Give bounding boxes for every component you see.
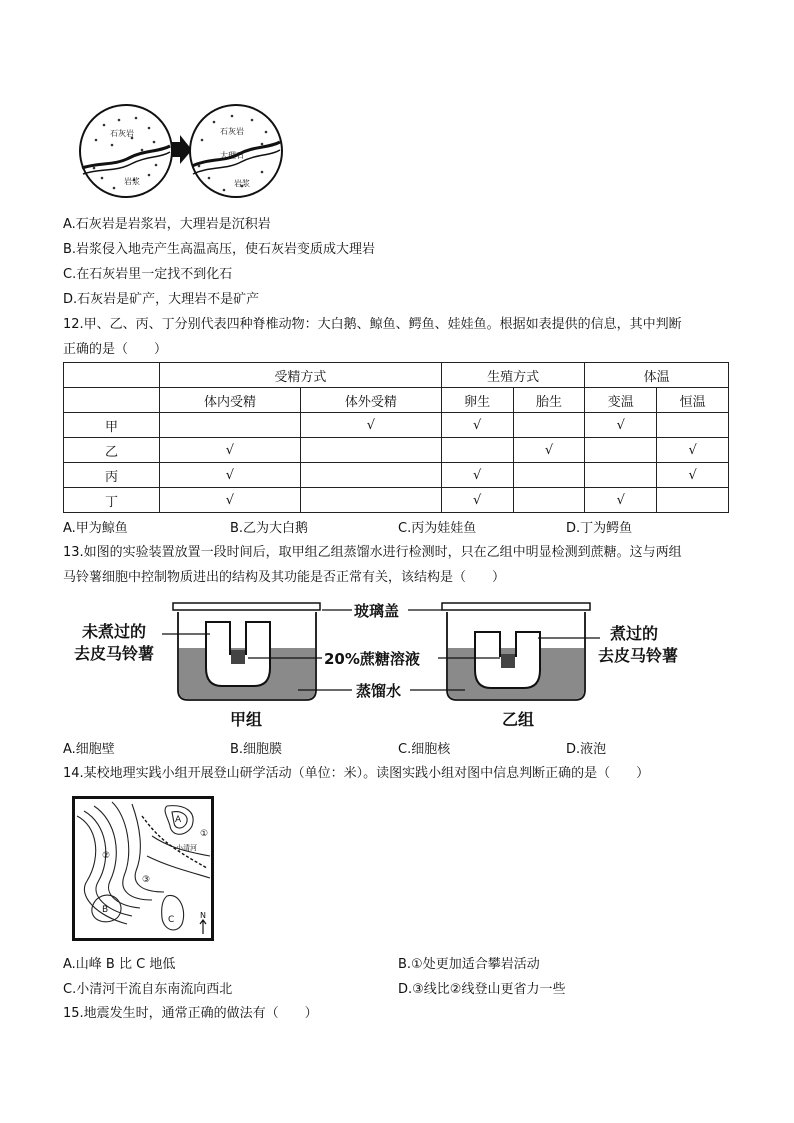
q12-option-a: A.甲为鲸鱼	[63, 521, 128, 536]
q14-option-d: D.③线比②线登山更省力一些	[398, 982, 566, 997]
beaker-group-a	[173, 603, 320, 700]
potato-experiment-figure	[70, 598, 710, 738]
table-cell	[300, 488, 441, 513]
table-corner-cell	[64, 388, 160, 413]
table-cell	[513, 463, 585, 488]
table-subheader: 胎生	[513, 388, 585, 413]
q11-option-c: C.在石灰岩里一定找不到化石	[63, 267, 233, 282]
q14-stem: 14.某校地理实践小组开展登山研学活动（单位：米）。读图实践小组对图中信息判断正确的是（ ）	[63, 766, 650, 781]
map-label-circle-1: ①	[200, 829, 209, 839]
table-cell: √	[657, 463, 729, 488]
q13-option-a: A.细胞壁	[63, 742, 115, 757]
table-cell: √	[585, 413, 657, 438]
table-cell: √	[300, 413, 441, 438]
table-cell: √	[441, 488, 513, 513]
table-cell	[585, 463, 657, 488]
beaker-group-b	[442, 603, 590, 700]
map-label-peak-c: C	[168, 915, 175, 925]
label-boiled-potato-2: 去皮马铃薯	[598, 646, 679, 665]
rock-metamorphism-figure	[74, 100, 289, 205]
label-distilled-water: 蒸馏水	[356, 682, 402, 700]
fig-label-limestone-left: 石灰岩	[110, 129, 134, 138]
table-group-header: 受精方式	[160, 363, 442, 388]
transform-arrow-icon	[172, 135, 192, 164]
table-cell	[657, 413, 729, 438]
label-boiled-potato-1: 煮过的	[610, 624, 659, 643]
map-label-circle-3: ③	[142, 875, 151, 885]
q11-option-b: B.岩浆侵入地壳产生高温高压，使石灰岩变质成大理岩	[63, 242, 376, 257]
label-sucrose-solution: 20%蔗糖溶液	[324, 650, 420, 668]
q14-option-b: B.①处更加适合攀岩活动	[398, 957, 540, 972]
table-cell	[513, 413, 585, 438]
label-group-b: 乙组	[502, 710, 535, 729]
q12-stem-line2: 正确的是（ ）	[63, 342, 168, 357]
marble-circle-after	[190, 105, 282, 197]
table-subheader: 卵生	[441, 388, 513, 413]
table-group-header: 体温	[585, 363, 729, 388]
table-cell: √	[441, 463, 513, 488]
table-subheader: 变温	[585, 388, 657, 413]
map-label-peak-b: B	[102, 905, 109, 915]
table-header-row	[64, 363, 729, 388]
table-row	[64, 488, 729, 513]
fig-label-marble-right: 大理石	[220, 151, 244, 160]
table-cell	[657, 488, 729, 513]
table-cell	[300, 438, 441, 463]
q11-option-a: A.石灰岩是岩浆岩，大理岩是沉积岩	[63, 217, 271, 232]
table-cell	[585, 438, 657, 463]
north-arrow-label: N	[200, 911, 206, 920]
q13-option-d: D.液泡	[566, 742, 607, 757]
row-label: 丙	[64, 463, 160, 488]
table-subheader-row	[64, 388, 729, 413]
table-subheader: 恒温	[657, 388, 729, 413]
label-unboiled-potato-2: 去皮马铃薯	[74, 644, 155, 663]
table-corner-cell	[64, 363, 160, 388]
q14-option-c: C.小清河干流自东南流向西北	[63, 982, 233, 997]
contour-map	[72, 796, 214, 941]
label-unboiled-potato-1: 未煮过的	[82, 622, 147, 641]
table-cell: √	[513, 438, 585, 463]
q12-stem-line1: 12.甲、乙、丙、丁分别代表四种脊椎动物：大白鹅、鲸鱼、鳄鱼、娃娃鱼。根据如表提供的信息，其中判断	[63, 317, 682, 332]
table-subheader: 体外受精	[300, 388, 441, 413]
map-label-river: 小清河	[176, 844, 197, 852]
fig-label-magma-right: 岩浆	[234, 179, 250, 188]
fig-label-limestone-right: 石灰岩	[220, 127, 244, 136]
q13-option-c: C.细胞核	[398, 742, 451, 757]
label-group-a: 甲组	[230, 710, 263, 729]
table-group-header: 生殖方式	[441, 363, 585, 388]
q12-option-d: D.丁为鳄鱼	[566, 521, 633, 536]
q15-stem: 15.地震发生时，通常正确的做法有（ ）	[63, 1006, 318, 1021]
table-cell: √	[657, 438, 729, 463]
row-label: 乙	[64, 438, 160, 463]
q13-option-b: B.细胞膜	[230, 742, 283, 757]
label-glass-lid: 玻璃盖	[354, 602, 400, 620]
fig-label-magma-left: 岩浆	[124, 177, 140, 186]
row-label: 丁	[64, 488, 160, 513]
table-row	[64, 438, 729, 463]
row-label: 甲	[64, 413, 160, 438]
table-subheader: 体内受精	[160, 388, 301, 413]
table-cell: √	[160, 488, 301, 513]
map-label-circle-2: ②	[102, 851, 111, 861]
table-cell: √	[585, 488, 657, 513]
limestone-circle-before	[80, 105, 172, 197]
q13-stem-line2: 马铃薯细胞中控制物质进出的结构及其功能是否正常有关，该结构是（ ）	[63, 570, 506, 585]
table-cell: √	[441, 413, 513, 438]
table-cell: √	[160, 463, 301, 488]
table-cell	[300, 463, 441, 488]
table-cell: √	[160, 438, 301, 463]
map-label-peak-a: A	[175, 815, 182, 825]
table-cell	[441, 438, 513, 463]
table-cell	[160, 413, 301, 438]
table-row	[64, 463, 729, 488]
q13-stem-line1: 13.如图的实验装置放置一段时间后，取甲组乙组蒸馏水进行检测时，只在乙组中明显检测到蔗糖。这与两组	[63, 545, 682, 560]
table-row	[64, 413, 729, 438]
q12-option-b: B.乙为大白鹅	[230, 521, 309, 536]
table-cell	[513, 488, 585, 513]
q14-option-a: A.山峰 B 比 C 地低	[63, 957, 176, 972]
q11-option-d: D.石灰岩是矿产，大理岩不是矿产	[63, 292, 260, 307]
q12-option-c: C.丙为娃娃鱼	[398, 521, 477, 536]
vertebrate-trait-table	[63, 362, 729, 513]
